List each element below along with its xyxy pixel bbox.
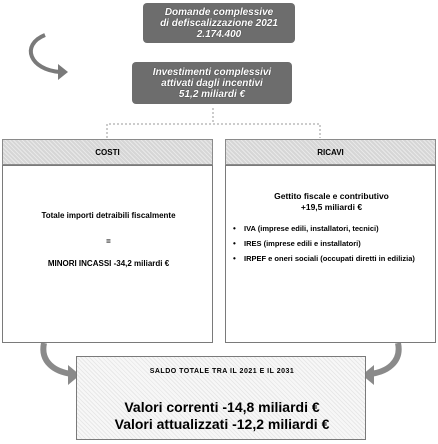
ricavi-item-irpef <box>230 254 420 263</box>
right-curved-arrow <box>370 343 399 374</box>
ricavi-item-label: IRPEF e oneri sociali (occupati diretti in edilizia) <box>244 254 415 263</box>
saldo-header: SALDO TOTALE TRA IL 2021 E IL 2031 <box>149 368 295 375</box>
costi-panel <box>2 165 213 343</box>
ricavi-item-label: IVA (imprese edili, installatori, tecnici) <box>244 224 379 233</box>
saldo-box <box>76 356 366 440</box>
applications-value: 2.174.400 <box>196 28 242 40</box>
costi-line-2: MINORI INCASSI -34,2 miliardi € <box>47 259 170 268</box>
ricavi-item-iva <box>230 224 420 233</box>
bullet: • <box>233 239 236 248</box>
arrowhead-top <box>58 64 68 80</box>
saldo-discounted-values: Valori attualizzati -12,2 miliardi € <box>114 416 330 432</box>
applications-label-1: Domande complessive <box>164 6 274 18</box>
ricavi-header <box>225 139 436 165</box>
investments-value: 51,2 miliardi € <box>178 88 246 100</box>
costi-line-1: Totale importi detraibili fiscalmente <box>41 211 176 220</box>
ricavi-panel <box>225 165 436 343</box>
costi-equals: = <box>106 237 111 246</box>
ricavi-item-ires <box>230 239 420 248</box>
ricavi-list <box>230 224 420 269</box>
applications-label-2: di defiscalizzazione 2021 <box>160 17 278 29</box>
investments-label-2: attivati dagli incentivi <box>161 77 263 89</box>
bullet: • <box>233 254 236 263</box>
bullet: • <box>233 224 236 233</box>
down-arrow-top <box>31 35 60 72</box>
ricavi-header-label: RICAVI <box>317 147 344 157</box>
ricavi-title-1: Gettito fiscale e contributivo <box>274 191 389 201</box>
saldo-current-values: Valori correnti -14,8 miliardi € <box>124 399 320 415</box>
dotted-bracket <box>107 124 320 138</box>
investments-label-1: Investimenti complessivi <box>152 66 272 78</box>
total-investments-box <box>132 62 292 104</box>
total-applications-box <box>143 3 295 43</box>
left-curved-arrow <box>43 343 72 374</box>
costi-header-label: COSTI <box>95 147 120 157</box>
costi-header <box>2 139 213 165</box>
ricavi-item-label: IRES (imprese edili e installatori) <box>244 239 361 248</box>
ricavi-title-2: +19,5 miliardi € <box>300 202 363 212</box>
